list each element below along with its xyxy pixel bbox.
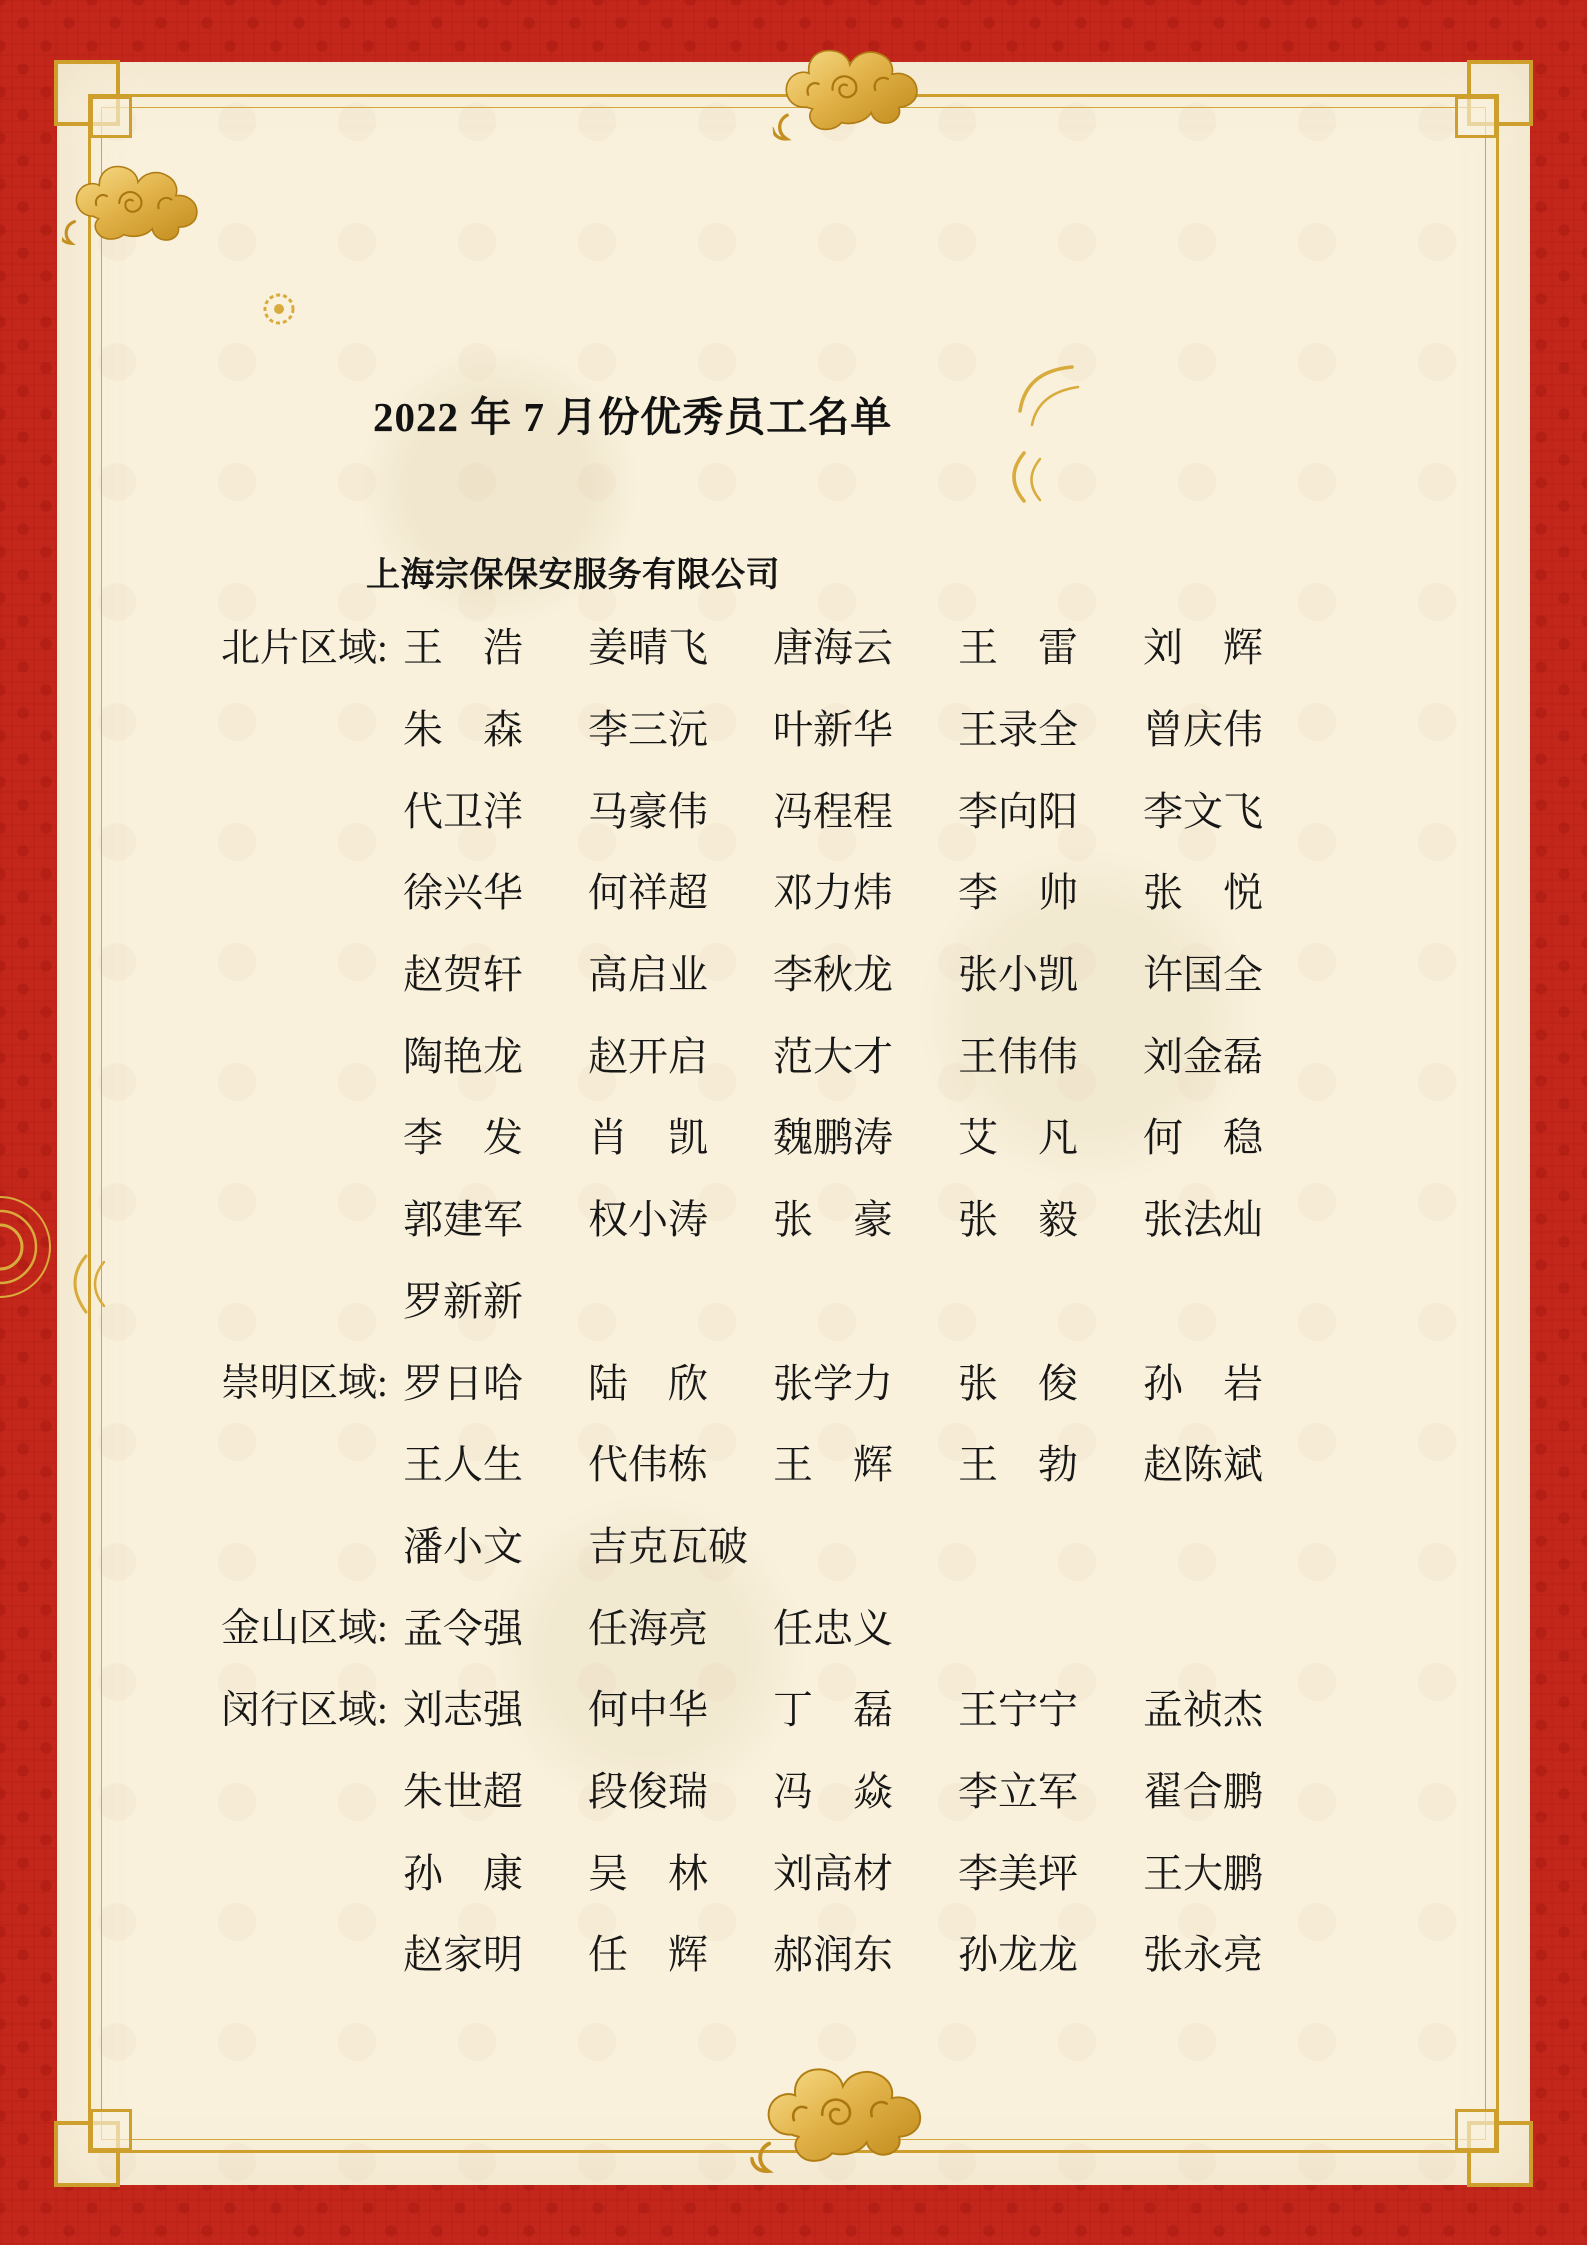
corner-knot-icon [54,2091,150,2187]
employee-name: 丁 磊 [773,1687,893,1733]
employee-name: 李 发 [403,1115,523,1161]
employee-name: 王录全 [958,707,1078,753]
scroll-ornament-icon [990,355,1090,535]
employee-name: 段俊瑞 [588,1768,708,1814]
employee-row [221,1012,1328,1094]
employee-name: 赵家明 [403,1932,523,1978]
employee-name: 孟祯杰 [1143,1687,1263,1733]
employee-row [221,686,1328,768]
employee-row [221,1339,1328,1421]
employee-name: 赵陈斌 [1143,1442,1263,1488]
employee-name: 孙 岩 [1143,1360,1263,1406]
employee-name: 刘志强 [403,1687,523,1733]
employee-name: 何中华 [588,1687,708,1733]
employee-name: 罗日哈 [403,1360,523,1406]
employee-name: 刘金磊 [1143,1033,1263,1079]
employee-name: 何 稳 [1143,1115,1263,1161]
employee-name: 冯 焱 [773,1768,893,1814]
employee-name: 肖 凯 [588,1115,708,1161]
ring-ornament-icon [0,1185,58,1309]
employee-name: 李三沅 [588,707,708,753]
page-title: 2022 年 7 月份优秀员工名单 [373,394,893,440]
employee-name: 魏鹏涛 [773,1115,893,1161]
employee-row [221,1503,1328,1585]
employee-name: 张学力 [773,1360,893,1406]
employee-name: 艾 凡 [958,1115,1078,1161]
employee-row [221,1258,1328,1340]
employee-name: 刘 辉 [1143,625,1263,671]
employee-name: 陶艳龙 [403,1033,523,1079]
employee-row [221,1094,1328,1176]
corner-knot-icon [54,60,150,156]
employee-name: 李向阳 [958,788,1078,834]
employee-name: 吉克瓦破 [588,1523,748,1569]
employee-name: 邓力炜 [773,870,893,916]
employee-name: 孟令强 [403,1605,523,1651]
employee-name: 王 雷 [958,625,1078,671]
cloud-ornament-icon [766,24,938,147]
employee-row [221,1666,1328,1748]
employee-row [221,931,1328,1013]
employee-name: 朱 森 [403,707,523,753]
employee-name: 李文飞 [1143,788,1263,834]
employee-name: 姜晴飞 [588,625,708,671]
employee-name: 王宁宁 [958,1687,1078,1733]
employee-name: 李美坪 [958,1850,1078,1896]
arc-ornament-icon [52,1248,124,1328]
cloud-ornament-icon [745,2041,947,2181]
employee-name: 任忠义 [773,1605,893,1651]
employee-row [221,604,1328,686]
employee-row [221,1829,1328,1911]
employee-name: 任 辉 [588,1932,708,1978]
employee-name: 王 勃 [958,1442,1078,1488]
employee-name: 李立军 [958,1768,1078,1814]
employee-name: 许国全 [1143,952,1263,998]
employee-name: 任海亮 [588,1605,708,1651]
employee-name: 孙龙龙 [958,1932,1078,1978]
corner-knot-icon [1437,60,1533,156]
employee-row [221,1421,1328,1503]
employee-name: 罗新新 [403,1278,523,1324]
employee-name: 张 毅 [958,1197,1078,1243]
employee-name: 郝润东 [773,1932,893,1978]
employee-name: 孙 康 [403,1850,523,1896]
region-label: 北片区域: [221,626,388,670]
employee-name: 潘小文 [403,1523,523,1569]
employee-name: 赵贺轩 [403,952,523,998]
employee-name: 刘高材 [773,1850,893,1896]
employee-name: 吴 林 [588,1850,708,1896]
employee-name: 王大鹏 [1143,1850,1263,1896]
company-name: 上海宗保保安服务有限公司 [366,557,780,594]
corner-knot-icon [1437,2091,1533,2187]
employee-name: 张小凯 [958,952,1078,998]
employee-name: 代伟栋 [588,1442,708,1488]
employee-name: 何祥超 [588,870,708,916]
flower-dot-icon [258,286,300,332]
employee-name: 唐海云 [773,625,893,671]
employee-name: 范大才 [773,1033,893,1079]
cloud-ornament-icon [61,146,214,258]
employee-name: 曾庆伟 [1143,707,1263,753]
employee-row [221,1176,1328,1258]
region-label: 金山区域: [221,1607,388,1651]
employee-name: 张 豪 [773,1197,893,1243]
employee-name: 张法灿 [1143,1197,1263,1243]
region-label: 闵行区域: [221,1688,388,1732]
employee-name: 李秋龙 [773,952,893,998]
employee-name: 王伟伟 [958,1033,1078,1079]
employee-row [221,767,1328,849]
employee-name: 徐兴华 [403,870,523,916]
employee-name: 张 俊 [958,1360,1078,1406]
employee-row [221,1584,1328,1666]
employee-name: 赵开启 [588,1033,708,1079]
employee-name: 权小涛 [588,1197,708,1243]
employee-list [221,604,1328,1993]
employee-name: 代卫洋 [403,788,523,834]
employee-name: 翟合鹏 [1143,1768,1263,1814]
employee-name: 马豪伟 [588,788,708,834]
employee-row [221,1748,1328,1830]
employee-name: 郭建军 [403,1197,523,1243]
employee-name: 朱世超 [403,1768,523,1814]
employee-name: 王 辉 [773,1442,893,1488]
employee-row [221,1911,1328,1993]
employee-name: 张永亮 [1143,1932,1263,1978]
region-label: 崇明区域: [221,1362,388,1406]
employee-name: 李 帅 [958,870,1078,916]
employee-name: 张 悦 [1143,870,1263,916]
employee-name: 叶新华 [773,707,893,753]
employee-name: 王 浩 [403,625,523,671]
employee-name: 高启业 [588,952,708,998]
employee-name: 王人生 [403,1442,523,1488]
employee-name: 冯程程 [773,788,893,834]
employee-name: 陆 欣 [588,1360,708,1406]
employee-row [221,849,1328,931]
